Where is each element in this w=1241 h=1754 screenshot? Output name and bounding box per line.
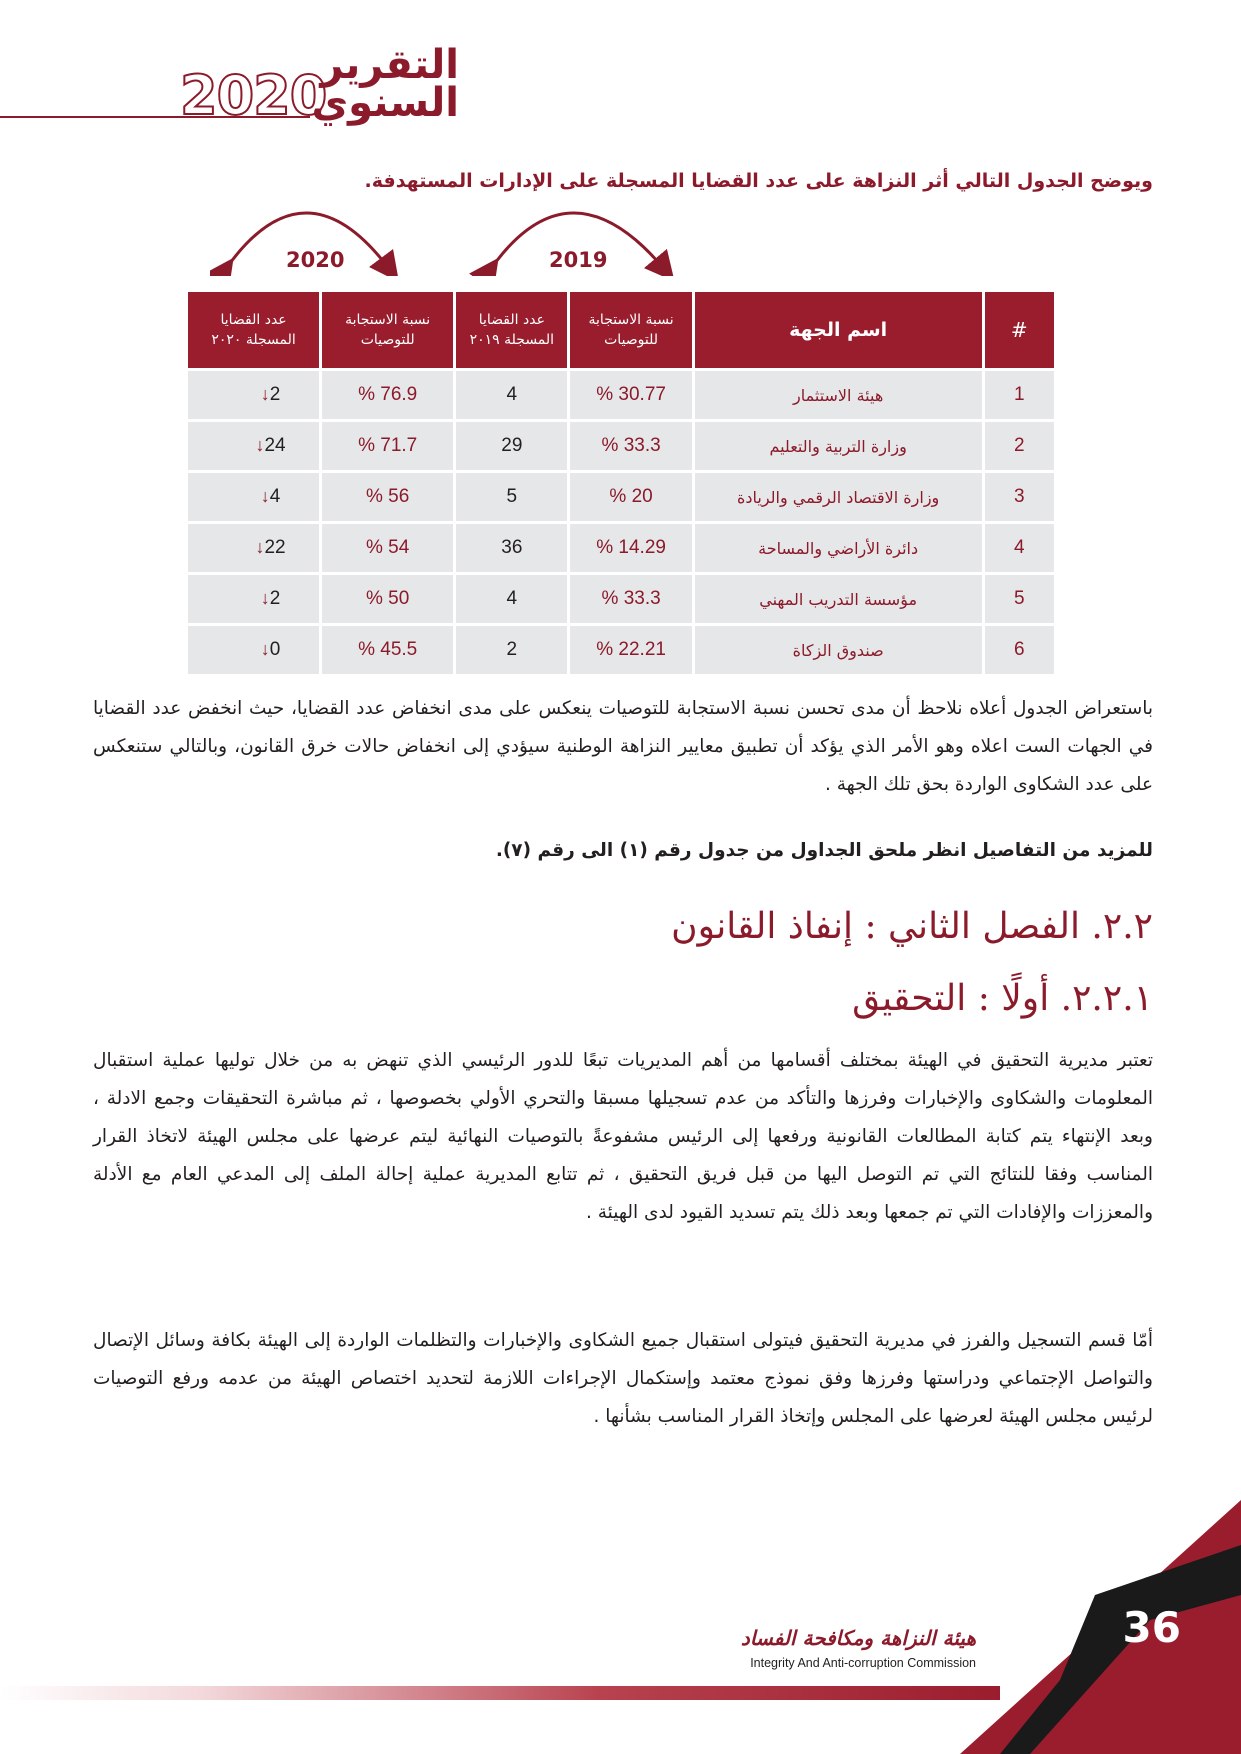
section-heading: ٢.٢.١. أولًا : التحقيق — [852, 978, 1153, 1019]
org-name-english: Integrity And Anti-corruption Commission — [750, 1656, 976, 1670]
row-resp-2019-value: 22.21 % — [596, 639, 666, 660]
row-resp-2019 — [569, 625, 693, 675]
table-row — [188, 472, 1054, 523]
row-resp-2020 — [321, 421, 455, 472]
down-arrow-icon: ↓ — [260, 588, 270, 608]
row-resp-2020 — [321, 574, 455, 625]
row-resp-2019-value: 14.29 % — [596, 537, 666, 558]
chapter-heading: ٢.٢. الفصل الثاني : إنفاذ القانون — [671, 906, 1153, 947]
row-cases-2020 — [188, 523, 321, 574]
row-entity-value: دائرة الأراضي والمساحة — [758, 538, 919, 558]
row-cases-2020 — [188, 370, 321, 421]
row-index-value: 6 — [1014, 639, 1025, 660]
row-entity — [693, 370, 983, 421]
row-cases-2019-value: 4 — [506, 588, 518, 609]
row-cases-2019 — [455, 523, 569, 574]
row-cases-2020-value: 2 — [269, 588, 281, 609]
row-cases-2019-value: 29 — [501, 435, 523, 456]
row-cases-2020-value: 2 — [269, 384, 281, 405]
header-rule — [0, 116, 310, 118]
label-2019: 2019 — [549, 248, 608, 272]
logo-line2: السنوي — [311, 80, 459, 126]
intro-text: ويوضح الجدول التالي أثر النزاهة على عدد القضايا المسجلة على الإدارات المستهدفة. — [364, 170, 1153, 192]
header-cases-2020: عدد القضايا المسجلة ٢٠٢٠ — [188, 292, 321, 370]
row-resp-2019-value: 30.77 % — [596, 384, 666, 405]
row-index-value: 4 — [1014, 537, 1025, 558]
row-resp-2019-value: 33.3 % — [601, 435, 661, 456]
row-cases-2020-value: 24 — [264, 435, 286, 456]
row-index — [983, 472, 1054, 523]
header-cases-2019: عدد القضايا المسجلة ٢٠١٩ — [455, 292, 569, 370]
row-resp-2020 — [321, 370, 455, 421]
investigation-paragraph: تعتبر مديرية التحقيق في الهيئة بمختلف أقسامها من أهم المديريات تبعًا للدور الرئيسي الذي تنهض به من خلال توليها عملية استقبال المعلومات والشكاوى والإخبارات وفرزها والتأكد من عدم تسجيلها مسبقا والتحري الأولي بخصوصها ، ثم مباشرة التحقيقات وجمع الادلة ، وبعد الإنتهاء يتم كتابة المطالعات القانونية ورفعها إلى الرئيس مشفوعةً بالتوصيات النهائية ليتم عرضها على مجلس الهيئة لاتخاذ القرار المناسب وفقا للنتائج التي تم التوصل اليها من قبل فريق التحقيق ، ثم تتابع المديرية عملية إحالة الملف إلى المدعي العام مع الأدلة والمعززات والإفادات التي تم جمعها وبعد ذلك يتم تسديد القيود لدى الهيئة . — [93, 1050, 1153, 1223]
row-entity — [693, 574, 983, 625]
table-header-row — [188, 292, 1054, 370]
row-entity-value: صندوق الزكاة — [792, 640, 884, 660]
cases-table — [188, 292, 1054, 674]
row-cases-2019-value: 2 — [506, 639, 518, 660]
header-resp-2020: نسبة الاستجابة للتوصيات — [321, 292, 455, 370]
down-arrow-icon: ↓ — [260, 486, 270, 506]
row-cases-2020-value: 4 — [269, 486, 281, 507]
appendix-note: للمزيد من التفاصيل انظر ملحق الجداول من جدول رقم (١) الى رقم (٧). — [495, 840, 1153, 861]
header-resp-2019: نسبة الاستجابة للتوصيات — [569, 292, 693, 370]
table-row — [188, 370, 1054, 421]
row-entity-value: هيئة الاستثمار — [793, 385, 884, 405]
header-entity: اسم الجهة — [693, 292, 983, 370]
row-resp-2020-value: 56 % — [365, 486, 410, 507]
row-index — [983, 421, 1054, 472]
row-resp-2019 — [569, 421, 693, 472]
logo-year: 2020 — [180, 64, 327, 127]
registration-paragraph: أمّا قسم التسجيل والفرز في مديرية التحقيق فيتولى استقبال جميع الشكاوى والإخبارات والتظلمات الواردة إلى الهيئة بكافة وسائل الإتصال والتواصل الإجتماعي ودراستها وفرزها وفق نموذج معتمد وإستكمال الإجراءات اللازمة لتحديد اختصاص الهيئة من عدمه ورفع التوصيات لرئيس مجلس الهيئة لعرضها على المجلس وإتخاذ القرار المناسب بشأنها . — [93, 1330, 1153, 1427]
row-cases-2019-value: 36 — [501, 537, 523, 558]
row-index-value: 2 — [1014, 435, 1025, 456]
row-cases-2020-value: 0 — [269, 639, 281, 660]
org-name-arabic: هيئة النزاهة ومكافحة الفساد — [740, 1626, 976, 1650]
down-arrow-icon: ↓ — [255, 537, 265, 557]
row-resp-2019 — [569, 370, 693, 421]
table-row — [188, 625, 1054, 675]
row-resp-2019 — [569, 574, 693, 625]
row-index-value: 1 — [1014, 384, 1025, 405]
row-index — [983, 523, 1054, 574]
row-cases-2019 — [455, 574, 569, 625]
row-resp-2019 — [569, 523, 693, 574]
row-entity — [693, 421, 983, 472]
row-cases-2019-value: 4 — [506, 384, 518, 405]
row-entity — [693, 472, 983, 523]
row-index-value: 3 — [1014, 486, 1025, 507]
analysis-paragraph: باستعراض الجدول أعلاه نلاحظ أن مدى تحسن نسبة الاستجابة للتوصيات ينعكس على مدى انخفاض عدد القضايا، حيث انخفض عدد القضايا في الجهات الست اعلاه وهو الأمر الذي يؤكد أن تطبيق معايير النزاهة الوطنية سيؤدي إلى انخفاض حالات خرق القانون، وبالتالي ستنعكس على عدد الشكاوى الواردة بحق تلك الجهة . — [93, 698, 1153, 795]
footer-bar — [0, 1686, 1000, 1700]
row-resp-2020-value: 54 % — [365, 537, 410, 558]
row-resp-2020-value: 45.5 % — [358, 639, 418, 660]
row-resp-2020 — [321, 523, 455, 574]
row-cases-2019 — [455, 370, 569, 421]
row-entity-value: وزارة الاقتصاد الرقمي والريادة — [737, 487, 940, 507]
page-number: 36 — [1122, 1603, 1181, 1652]
row-entity — [693, 523, 983, 574]
row-index — [983, 625, 1054, 675]
report-logo — [311, 42, 460, 126]
row-resp-2020-value: 76.9 % — [358, 384, 418, 405]
row-cases-2019-value: 5 — [506, 486, 518, 507]
row-index — [983, 574, 1054, 625]
row-index-value: 5 — [1014, 588, 1025, 609]
row-index — [983, 370, 1054, 421]
row-cases-2020-value: 22 — [264, 537, 286, 558]
row-cases-2019 — [455, 421, 569, 472]
row-cases-2020 — [188, 625, 321, 675]
table-row — [188, 574, 1054, 625]
header-index: # — [983, 292, 1054, 370]
label-2020: 2020 — [286, 248, 345, 272]
logo-line1: التقرير — [320, 42, 459, 88]
down-arrow-icon: ↓ — [260, 639, 270, 659]
row-cases-2020 — [188, 472, 321, 523]
row-resp-2019-value: 33.3 % — [601, 588, 661, 609]
row-resp-2020 — [321, 472, 455, 523]
row-resp-2019 — [569, 472, 693, 523]
row-entity — [693, 625, 983, 675]
row-cases-2019 — [455, 472, 569, 523]
row-resp-2020-value: 50 % — [365, 588, 410, 609]
row-cases-2019 — [455, 625, 569, 675]
row-resp-2020-value: 71.7 % — [358, 435, 418, 456]
row-resp-2019-value: 20 % — [609, 486, 653, 507]
row-resp-2020 — [321, 625, 455, 675]
row-cases-2020 — [188, 574, 321, 625]
down-arrow-icon: ↓ — [255, 435, 265, 455]
row-entity-value: مؤسسة التدريب المهني — [759, 589, 918, 609]
table-row — [188, 523, 1054, 574]
row-cases-2020 — [188, 421, 321, 472]
row-entity-value: وزارة التربية والتعليم — [769, 436, 907, 456]
table-row — [188, 421, 1054, 472]
down-arrow-icon: ↓ — [260, 384, 270, 404]
